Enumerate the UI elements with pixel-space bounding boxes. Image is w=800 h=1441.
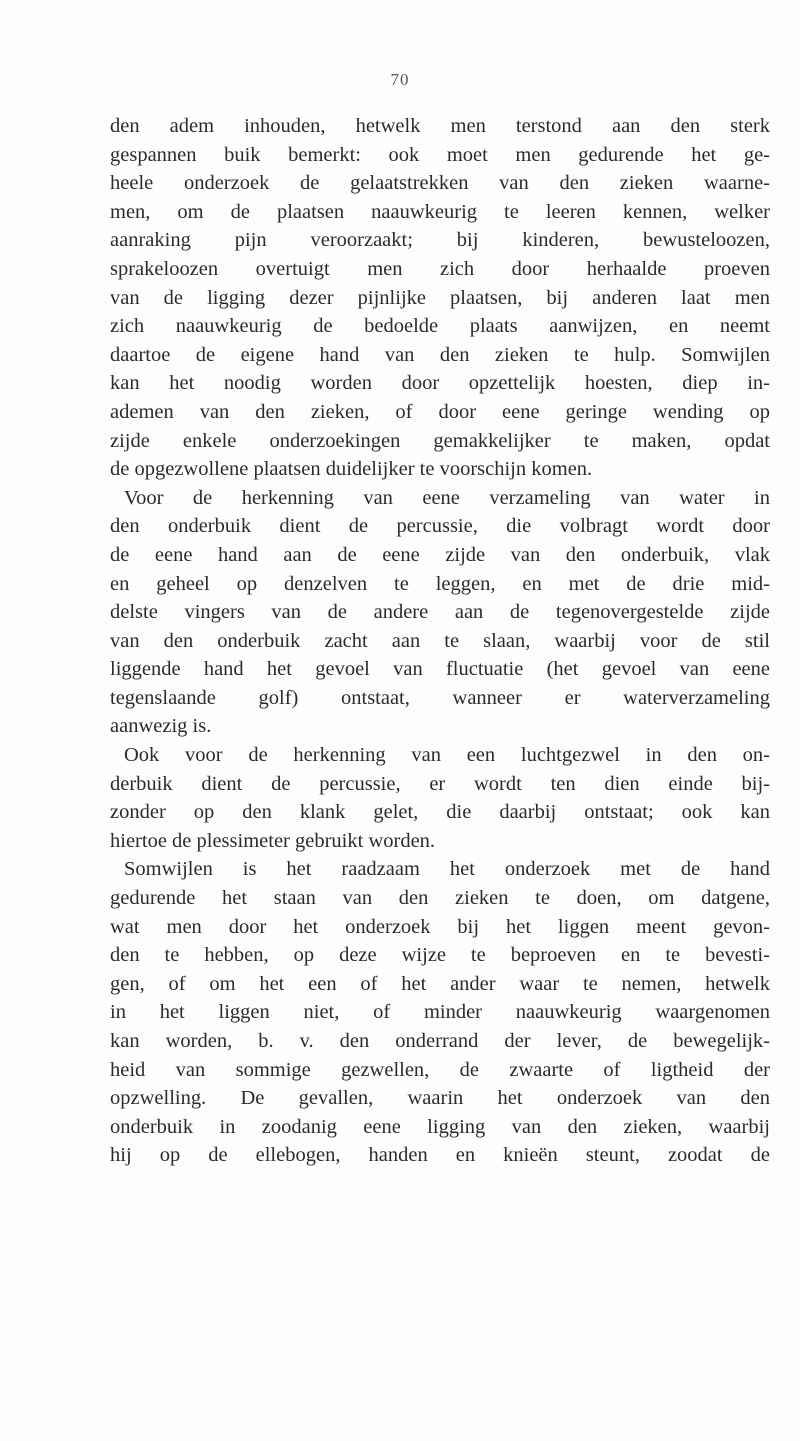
- text-line: tegenslaande golf) ontstaat, wanneer er waterverzameling: [110, 686, 770, 709]
- text-line: gedurende het staan van den zieken te doen, om datgene,: [110, 887, 770, 910]
- text-line: ademen van den zieken, of door eene geringe wending op: [110, 400, 770, 423]
- text-line: zijde enkele onderzoekingen gemakkelijker te maken, opdat: [110, 429, 770, 452]
- text-line: den te hebben, op deze wijze te beproeven en te bevesti-: [110, 944, 770, 967]
- text-line: kan worden, b. v. den onderrand der lever, de bewegelijk-: [110, 1030, 770, 1052]
- page-number: 70: [390, 70, 410, 89]
- text-line: derbuik dient de percussie, er wordt ten dien einde bij-: [110, 772, 770, 795]
- text-line: de opgezwollene plaatsen duidelijker te voorschijn komen.: [110, 458, 593, 481]
- text-line: kan het noodig worden door opzettelijk hoesten, diep in-: [110, 372, 770, 395]
- text-line: de eene hand aan de eene zijde van den onderbuik, vlak: [110, 543, 770, 566]
- text-line: zich naauwkeurig de bedoelde plaats aanwijzen, en neemt: [110, 315, 770, 338]
- text-line: en geheel op denzelven te leggen, en met de drie mid-: [110, 572, 770, 595]
- text-line: wat men door het onderzoek bij het liggen meent gevon-: [110, 915, 770, 938]
- text-line: Somwijlen is het raadzaam het onderzoek met de hand: [124, 858, 770, 881]
- text-line: hiertoe de plessimeter gebruikt worden.: [110, 829, 436, 852]
- text-line: gen, of om het een of het ander waar te nemen, hetwelk: [110, 972, 770, 995]
- text-line: daartoe de eigene hand van den zieken te hulp. Somwijlen: [110, 343, 770, 366]
- text-line: aanwezig is.: [110, 715, 212, 738]
- text-line: liggende hand het gevoel van fluctuatie (het gevoel van eene: [110, 658, 770, 681]
- body-text: [110, 112, 770, 1170]
- text-line: heid van sommige gezwellen, de zwaarte of ligtheid der: [110, 1058, 770, 1081]
- text-line: van de ligging dezer pijnlijke plaatsen, bij anderen laat men: [110, 286, 770, 309]
- text-line: gespannen buik bemerkt: ook moet men gedurende het ge-: [110, 143, 770, 166]
- text-line: den adem inhouden, hetwelk men terstond aan den sterk: [110, 115, 770, 137]
- text-line: zonder op den klank gelet, die daarbij ontstaat; ook kan: [110, 801, 770, 824]
- text-line: hij op de ellebogen, handen en knieën steunt, zoodat de: [110, 1144, 770, 1167]
- text-line: opzwelling. De gevallen, waarin het onderzoek van den: [110, 1087, 770, 1110]
- text-line: sprakeloozen overtuigt men zich door herhaalde proeven: [110, 257, 770, 280]
- text-line: heele onderzoek de gelaatstrekken van den zieken waarne-: [110, 172, 770, 195]
- text-line: delste vingers van de andere aan de tegenovergestelde zijde: [110, 601, 770, 624]
- text-line: onderbuik in zoodanig eene ligging van den zieken, waarbij: [110, 1115, 770, 1138]
- text-line: aanraking pijn veroorzaakt; bij kinderen, bewusteloozen,: [110, 229, 770, 252]
- text-line: Voor de herkenning van eene verzameling van water in: [124, 486, 770, 509]
- text-line: in het liggen niet, of minder naauwkeurig waargenomen: [110, 1001, 770, 1024]
- text-line: den onderbuik dient de percussie, die volbragt wordt door: [110, 515, 770, 538]
- text-line: van den onderbuik zacht aan te slaan, waarbij voor de stil: [110, 629, 770, 652]
- text-line: Ook voor de herkenning van een luchtgezwel in den on-: [124, 744, 770, 767]
- text-line: men, om de plaatsen naauwkeurig te leeren kennen, welker: [110, 200, 770, 223]
